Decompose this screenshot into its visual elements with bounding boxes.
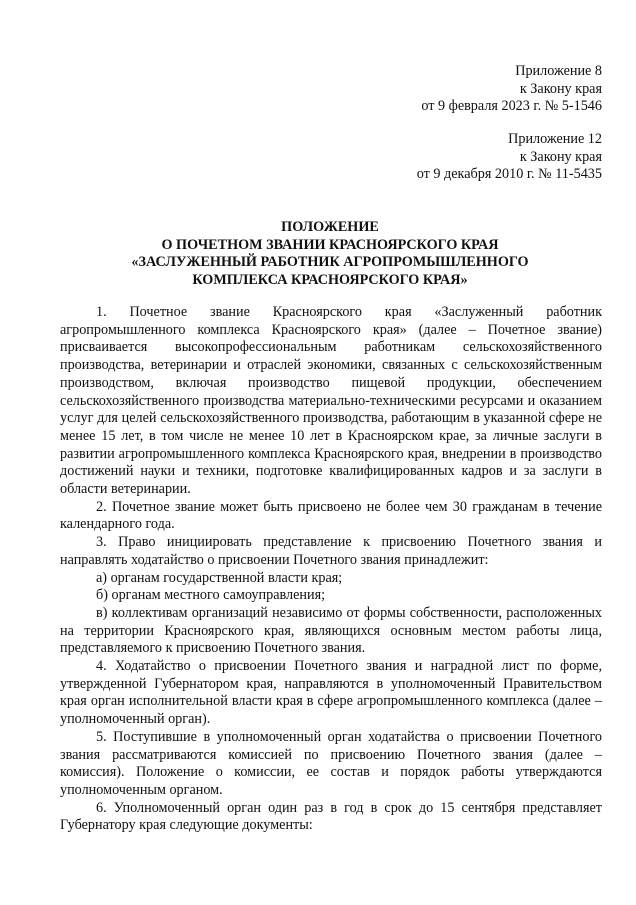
annex-8-label: Приложение 8 xyxy=(515,63,602,79)
document-body xyxy=(60,304,602,835)
annex-12-label: Приложение 12 xyxy=(508,131,602,147)
title-line-3: «ЗАСЛУЖЕННЫЙ РАБОТНИК АГРОПРОМЫШЛЕННОГО xyxy=(131,254,529,270)
paragraph-4: 4. Ходатайство о присвоении Почетного звания и наградной лист по форме, утвержденной Губернатором края, направляются в уполномоченный Правительством края орган исполнительной власти края в сфере агропромышленного комплекса (далее – уполномоченный орган). xyxy=(60,658,602,728)
paragraph-2: 2. Почетное звание может быть присвоено не более чем 30 гражданам в течение календарного года. xyxy=(60,498,602,533)
annex-8-date: от 9 февраля 2023 г. № 5-1546 xyxy=(421,98,602,115)
paragraph-3-item-a: а) органам государственной власти края; xyxy=(96,569,343,586)
annex-8-reference xyxy=(421,63,602,116)
annex-8-law: к Закону края xyxy=(519,80,602,97)
paragraph-3-item-b: б) органам местного самоуправления; xyxy=(96,587,326,604)
annex-12-date: от 9 декабря 2010 г. № 11-5435 xyxy=(416,166,602,183)
annex-12-law: к Закону края xyxy=(519,148,602,165)
paragraph-3: 3. Право инициировать представление к присвоению Почетного звания и направлять ходатайство о присвоении Почетного звания принадлежит: xyxy=(60,534,602,568)
paragraph-5: 5. Поступившие в уполномоченный орган ходатайства о присвоении Почетного звания рассматриваются комиссией по присвоению Почетного звания (далее – комиссия). Положение о комиссии, ее состав и порядок работы утверждаются уполномоченным органом. xyxy=(60,728,602,798)
title-line-2: О ПОЧЕТНОМ ЗВАНИИ КРАСНОЯРСКОГО КРАЯ xyxy=(161,236,499,253)
paragraph-3-item-c: в) коллективам организаций независимо от формы собственности, расположенных на территории Красноярского края, являющихся основным местом работы лица, представляемого к присвоению Почетного звания. xyxy=(60,604,602,657)
paragraph-1: 1. Почетное звание Красноярского края «Заслуженный работник агропромышленного комплекса Красноярского края» (далее – Почетное звание) присваивается высокопрофессиональным работникам сельскохозяйственного производства, ветеринарии и отраслей экономики, связанных с сельскохозяйственным производством, включая производство пищевой продукции, обеспечением сельскохозяйственного производства материально-техническими ресурсами и оказанием услуг для целей сельскохозяйственного производства, работающим в указанной сфере не менее 15 лет, в том числе не менее 10 лет в Красноярском крае, за личные заслуги в развитии агропромышленного комплекса Красноярского края, внедрении в производство достижений науки и техники, подготовке квалифицированных кадров и за заслуги в области ветеринарии. xyxy=(60,304,602,498)
document-title xyxy=(60,219,600,289)
title-line-1: ПОЛОЖЕНИЕ xyxy=(281,219,379,235)
paragraph-6: 6. Уполномоченный орган один раз в год в срок до 15 сентября представляет Губернатору края следующие документы: xyxy=(60,799,602,834)
annex-12-reference xyxy=(417,131,602,184)
title-line-4: КОМПЛЕКСА КРАСНОЯРСКОГО КРАЯ» xyxy=(192,271,468,288)
